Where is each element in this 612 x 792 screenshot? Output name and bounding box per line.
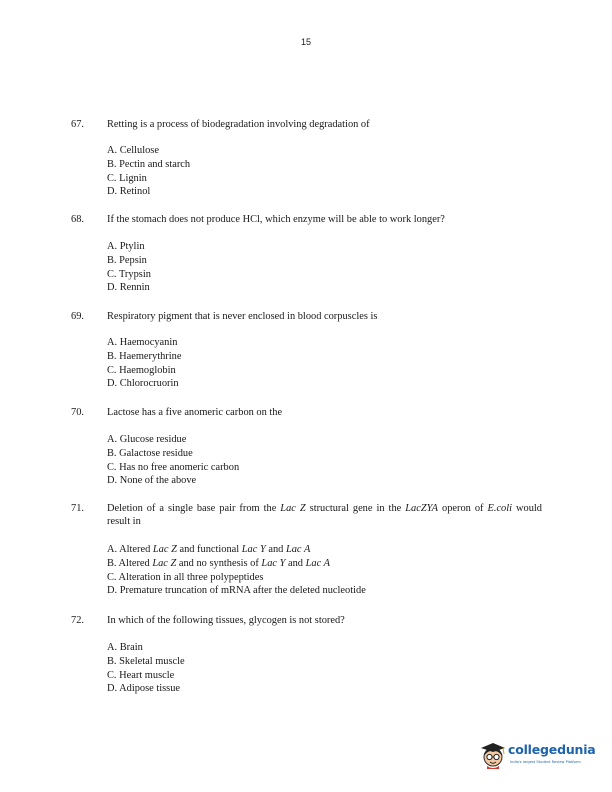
options-list: [107, 336, 181, 391]
option-b: B. Altered Lac Z and no synthesis of Lac Y and Lac A: [107, 557, 330, 569]
question-number: 70.: [71, 407, 84, 418]
question-text: Deletion of a single base pair from the Lac Z structural gene in the LacZYA operon of E.coli would result in: [107, 503, 542, 527]
options-list: [107, 144, 190, 199]
option-a: A. Glucose residue: [107, 434, 187, 445]
brand-tagline: India's largest Student Review Platform: [510, 760, 581, 764]
option-d: D. None of the above: [107, 475, 197, 487]
page-number: 15: [300, 37, 311, 47]
option-c: C. Haemoglobin: [107, 364, 176, 376]
option-b: B. Pepsin: [107, 254, 147, 266]
option-d: D. Retinol: [107, 186, 151, 198]
option-d: D. Premature truncation of mRNA after the deleted nucleotide: [107, 585, 366, 597]
option-a: A. Haemocyanin: [107, 337, 178, 348]
option-d: D. Rennin: [107, 282, 150, 294]
option-a: A. Ptylin: [107, 241, 145, 252]
question-text: In which of the following tissues, glycogen is not stored?: [107, 615, 345, 626]
brand-name: collegedunia: [508, 742, 596, 757]
collegedunia-logo[interactable]: [478, 738, 596, 772]
graduate-mascot-icon: [478, 740, 508, 770]
option-a: A. Cellulose: [107, 145, 159, 156]
options-list: [107, 433, 239, 488]
options-list: [107, 543, 366, 598]
option-d: D. Adipose tissue: [107, 683, 181, 695]
option-b: B. Pectin and starch: [107, 158, 191, 170]
option-d: D. Chlorocruorin: [107, 378, 179, 390]
option-b: B. Galactose residue: [107, 447, 193, 459]
option-c: C. Alteration in all three polypeptides: [107, 571, 264, 583]
option-a: A. Brain: [107, 642, 143, 653]
option-c: C. Lignin: [107, 172, 147, 184]
question-text: Lactose has a five anomeric carbon on the: [107, 407, 283, 418]
option-c: C. Heart muscle: [107, 669, 175, 681]
option-c: C. Trypsin: [107, 268, 151, 280]
question-number: 72.: [71, 615, 84, 626]
question-number: 71.: [71, 503, 84, 514]
question-text: Retting is a process of biodegradation involving degradation of: [107, 119, 370, 130]
question-number: 67.: [71, 119, 84, 130]
question-text: If the stomach does not produce HCl, which enzyme will be able to work longer?: [107, 214, 445, 225]
options-list: [107, 641, 185, 696]
option-c: C. Has no free anomeric carbon: [107, 461, 240, 473]
options-list: [107, 240, 151, 295]
option-a: A. Altered Lac Z and functional Lac Y and Lac A: [107, 544, 311, 555]
question-text: Respiratory pigment that is never enclosed in blood corpuscles is: [107, 311, 378, 322]
question-number: 68.: [71, 214, 84, 225]
question-number: 69.: [71, 311, 84, 322]
option-b: B. Haemerythrine: [107, 350, 182, 362]
option-b: B. Skeletal muscle: [107, 655, 185, 667]
